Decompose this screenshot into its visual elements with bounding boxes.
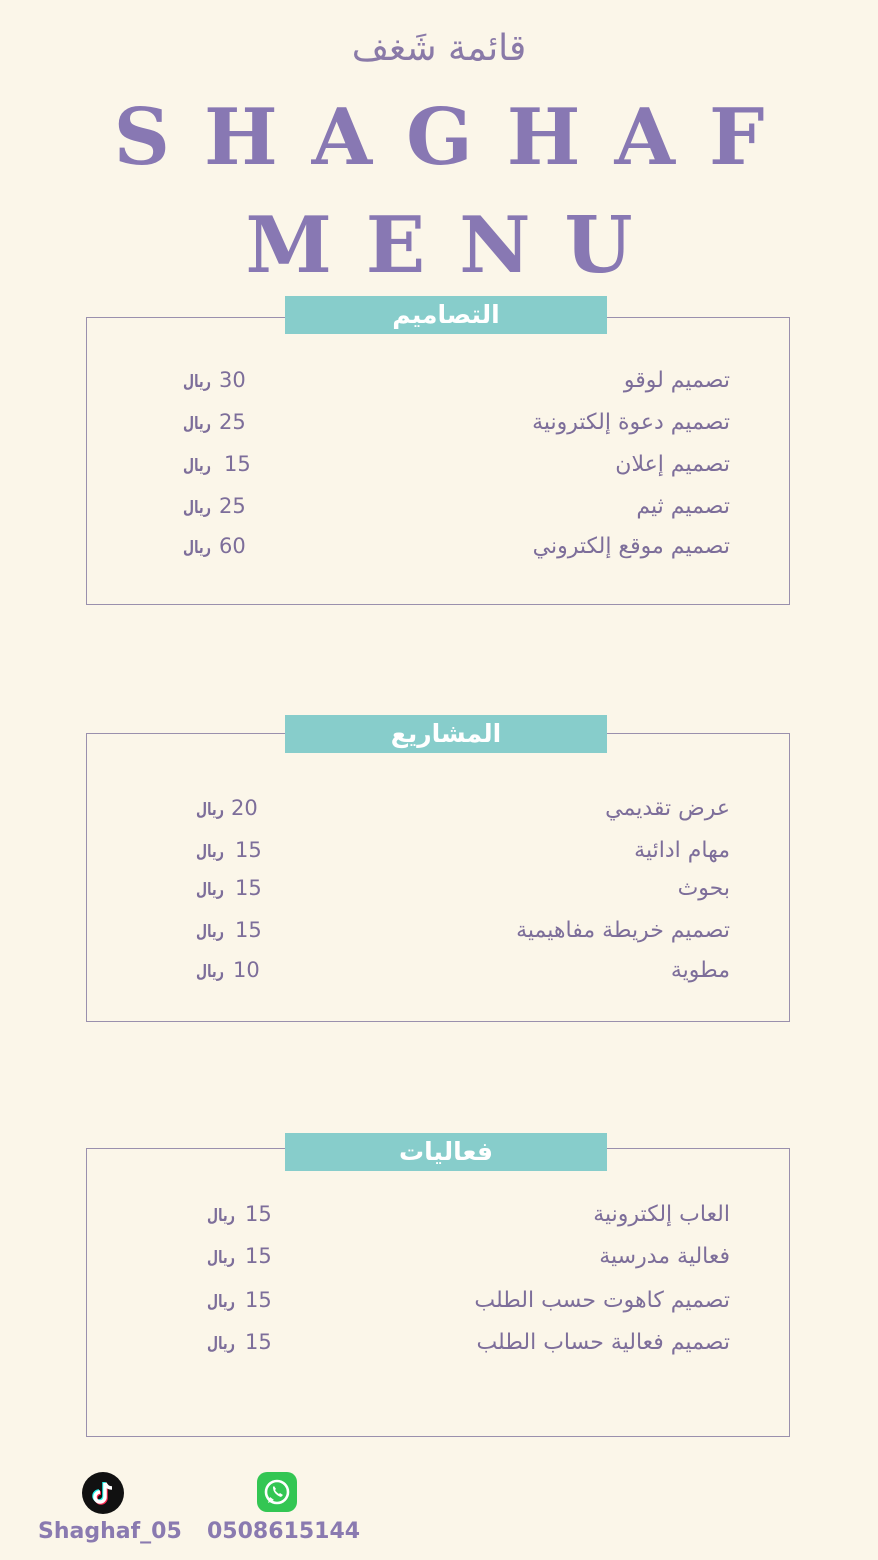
menu-title-line1: SHAGHAF (113, 92, 799, 183)
item-price: 15 (245, 1288, 272, 1312)
currency-label: ريال (196, 962, 224, 982)
menu-item (0, 876, 878, 906)
phone-number[interactable]: 0508615144 (207, 1519, 361, 1544)
item-price: 30 (219, 368, 246, 392)
item-price: 15 (235, 838, 262, 862)
item-price: 15 (245, 1244, 272, 1268)
item-price: 25 (219, 410, 246, 434)
section-projects-title: المشاريع (285, 715, 607, 753)
currency-label: ريال (207, 1206, 235, 1226)
item-name: مطوية (670, 958, 730, 983)
tiktok-handle[interactable]: Shaghaf_05 (38, 1519, 182, 1544)
menu-item (0, 1288, 878, 1318)
item-price: 20 (231, 796, 258, 820)
tiktok-icon[interactable] (82, 1472, 124, 1514)
item-price: 25 (219, 494, 246, 518)
item-name: تصميم إعلان (615, 452, 730, 477)
menu-item (0, 796, 878, 826)
currency-label: ريال (196, 880, 224, 900)
menu-item (0, 534, 878, 564)
currency-label: ريال (196, 922, 224, 942)
currency-label: ريال (183, 538, 211, 558)
item-name: تصميم لوقو (623, 368, 730, 393)
currency-label: ريال (207, 1292, 235, 1312)
menu-title-line2: MENU (245, 200, 667, 291)
item-name: مهام ادائية (634, 838, 730, 863)
item-price: 15 (235, 918, 262, 942)
menu-item (0, 958, 878, 988)
currency-label: ريال (183, 498, 211, 518)
currency-label: ريال (183, 414, 211, 434)
whatsapp-icon[interactable] (257, 1472, 297, 1512)
item-name: بحوث (677, 876, 730, 901)
item-name: عرض تقديمي (605, 796, 730, 821)
menu-item (0, 838, 878, 868)
menu-item (0, 1202, 878, 1232)
item-price: 15 (224, 452, 251, 476)
menu-item (0, 918, 878, 948)
section-designs-title: التصاميم (285, 296, 607, 334)
menu-item (0, 368, 878, 398)
item-price: 10 (233, 958, 260, 982)
menu-title-arabic: قائمة شَغف (351, 28, 527, 69)
item-name: تصميم كاهوت حسب الطلب (474, 1288, 730, 1313)
currency-label: ريال (183, 372, 211, 392)
currency-label: ريال (196, 800, 224, 820)
menu-item (0, 1244, 878, 1274)
item-price: 15 (245, 1202, 272, 1226)
item-name: فعالية مدرسية (599, 1244, 730, 1269)
currency-label: ريال (196, 842, 224, 862)
menu-item (0, 1330, 878, 1360)
item-name: تصميم دعوة إلكترونية (532, 410, 730, 435)
item-price: 60 (219, 534, 246, 558)
item-name: تصميم موقع إلكتروني (532, 534, 730, 559)
menu-item (0, 452, 878, 482)
item-name: تصميم ثيم (636, 494, 730, 519)
item-price: 15 (235, 876, 262, 900)
currency-label: ريال (183, 456, 211, 476)
item-name: تصميم فعالية حساب الطلب (476, 1330, 730, 1355)
item-price: 15 (245, 1330, 272, 1354)
currency-label: ريال (207, 1248, 235, 1268)
currency-label: ريال (207, 1334, 235, 1354)
section-events-title: فعاليات (285, 1133, 607, 1171)
item-name: تصميم خريطة مفاهيمية (516, 918, 730, 943)
menu-item (0, 494, 878, 524)
menu-item (0, 410, 878, 440)
item-name: العاب إلكترونية (593, 1202, 730, 1227)
